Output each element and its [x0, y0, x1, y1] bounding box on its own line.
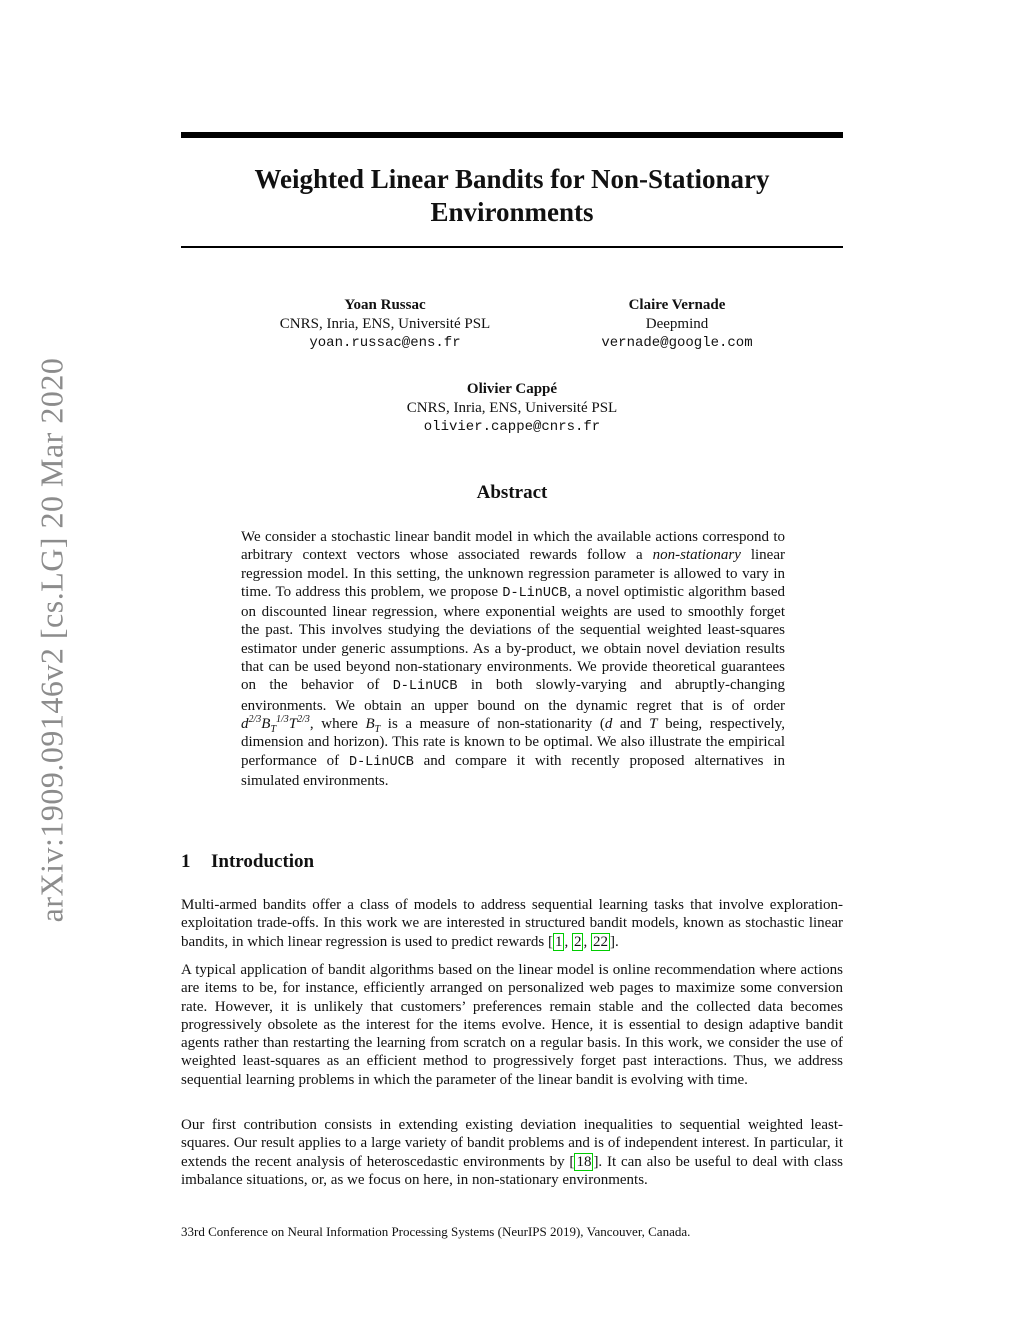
author-email: vernade@google.com: [601, 335, 753, 351]
author-affiliation: Deepmind: [645, 316, 709, 332]
author-block-2: [567, 296, 787, 353]
author-email: yoan.russac@ens.fr: [309, 335, 461, 351]
citation-link[interactable]: 2: [573, 933, 582, 950]
author-affiliation: CNRS, Inria, ENS, Université PSL: [406, 400, 618, 416]
algorithm-name: D-LinUCB: [502, 585, 568, 601]
section-heading: [181, 851, 314, 873]
citation-link[interactable]: 22: [592, 933, 608, 950]
intro-paragraph-1: Multi-armed bandits offer a class of models to address sequential learning tasks that involve exploration-exploitation trade-offs. In this work we are interested in structured bandit models, known as stochastic linear bandits, in which linear regression is used to predict rewards [ 1 , 2 , 22 ].: [181, 897, 843, 950]
author-block-1: [245, 296, 525, 353]
author-name: Olivier Cappé: [466, 381, 558, 397]
abstract-body: We consider a stochastic linear bandit model in which the available actions correspond to arbitrary context vectors whose associated rewards follow a non-stationary linear regression model. In this setting, the unknown regression parameter is allowed to vary in time. To address this problem, we propose D-LinUCB, a novel optimistic algorithm based on discounted linear regression, where exponential weights are used to smoothly forget the past. This involves studying the deviations of the sequential weighted least-squares estimator under generic assumptions. As a by-product, we obtain novel deviation results that can be used beyond non-stationary environments. We provide theoretical guarantees on the behavior of D-LinUCB in both slowly-varying and abruptly-changing environments. We obtain an upper bound on the dynamic regret that is of order $d^{2/3}B_T^{1/3}T^{2/3}$, where $B_T$ is a measure of non-stationarity (d and T being, respectively, dimension and horizon). This rate is known to be optimal. We also illustrate the empirical performance of D-LinUCB and compare it with recently proposed alternatives in simulated environments.: [241, 529, 785, 789]
title-bottom-rule: [181, 246, 843, 248]
author-block-3: [372, 380, 652, 437]
citation-link[interactable]: 1: [554, 933, 563, 950]
section-title: Introduction: [211, 851, 315, 872]
intro-paragraph-3: Our first contribution consists in extending existing deviation inequalities to sequential weighted least-squares. Our result applies to a large variety of bandit problems and is of independent interest. In particular, it extends the recent analysis of heteroscedastic environments by [ 18 ]. It can also be useful to deal with class imbalance situations, or, as we focus on here, in non-stationary environments.: [181, 1117, 843, 1188]
regret-bound: $d^{2/3}B_T^{1/3}T^{2/3}$: [241, 713, 310, 735]
conference-footnote: 33rd Conference on Neural Information Processing Systems (NeurIPS 2019), Vancouver, Canada.: [181, 1224, 691, 1239]
section-number: 1: [181, 851, 191, 872]
author-affiliation: CNRS, Inria, ENS, Université PSL: [279, 316, 491, 332]
author-email: olivier.cappe@cnrs.fr: [423, 419, 601, 435]
abstract-heading: Abstract: [476, 482, 548, 503]
intro-paragraph-2: A typical application of bandit algorithms based on the linear model is online recommendation where actions are items to be, for instance, efficiently arranged on personalized web pages to maximize some conversion rate. However, it is unlikely that customers’ preferences remain stable and the collected data becomes progressively obsolete as the interest for the items evolve. Hence, it is essential to design adaptive bandit agents rather than restarting the learning from scratch on a regular basis. In this work, we consider the use of weighted least-squares as an efficient method to progressively forget past interactions. Thus, we address sequential learning problems in which the parameter of the linear bandit is evolving with time.: [181, 962, 843, 1088]
paper-title: Weighted Linear Bandits for Non-Stationary Environments: [254, 164, 770, 227]
arxiv-identifier: arXiv:1909.09146v2 [cs.LG] 20 Mar 2020: [33, 357, 70, 923]
author-name: Yoan Russac: [344, 297, 426, 313]
author-name: Claire Vernade: [628, 297, 726, 313]
citation-link[interactable]: 18: [576, 1153, 592, 1170]
algorithm-name: D-LinUCB: [348, 754, 414, 770]
algorithm-name: D-LinUCB: [392, 679, 458, 695]
title-top-rule: [181, 132, 843, 138]
